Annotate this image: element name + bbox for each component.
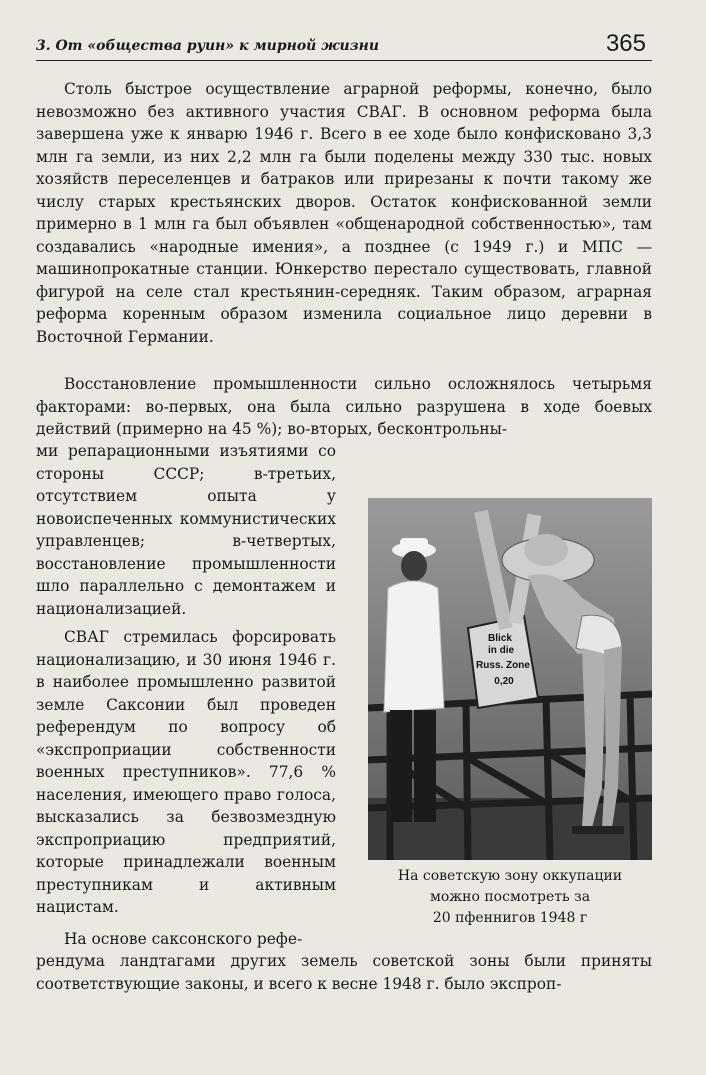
caption-line-2: можно посмотреть за (429, 889, 591, 905)
paragraph-industry-recovery-cont: ми репарационными изъятиями со стороны СССР; в-третьих, отсутствием опыта у новоиспеченных коммунистических управленцев; в-четвертых, восстановление промышленности шло параллельно с демонтажем и национализацией. (36, 442, 336, 618)
page-number: 365 (605, 30, 646, 57)
paragraph-nationalization: СВАГ стремилась форсировать национализацию, и 30 июня 1946 г. в наиболее промышленно развитой земле Саксонии был проведен референдум по вопросу об «экспроприации собственности военных преступников». 77,6 % населения, имеющего право голоса, высказались за безвозмездную экспроприацию предприятий, которые принадлежали военным преступникам и активным нацистам. (36, 628, 336, 916)
sign-text-line2: in die (487, 645, 515, 656)
photo-illustration (368, 498, 652, 860)
caption-line-1: На советскую зону оккупации (397, 868, 623, 884)
sign-text-line3: Russ. Zone (476, 660, 530, 671)
paragraph-referendum-start: На основе саксонского рефе- (64, 930, 303, 948)
sign-text-line1: Blick (488, 633, 512, 644)
paragraph-referendum-cont: рендума ландтагами других земель советской зоны были приняты соответствующие законы, и всего к весне 1948 г. было экспроп- (36, 952, 652, 993)
paragraph-industry-recovery: Восстановление промышленности сильно осложнялось четырьмя факторами: во-первых, она была сильно разрушена в ходе боевых действий (примерно на 45 %); во-вторых, бесконтрольны- (36, 375, 652, 438)
photo-caption (368, 866, 652, 929)
chapter-title: 3. От «общества руин» к мирной жизни (36, 38, 380, 54)
paragraph-agrarian-reform: Столь быстрое осуществление аграрной реформы, конечно, было невозможно без активного участия СВАГ. В основном реформа была завершена уже к январю 1946 г. Всего в ее ходе было конфисковано 3,3 млн га земли, из них 2,2 млн га были поделены между 330 тыс. новых хозяйств переселенцев и батраков или прирезаны к почти такому же числу старых крестьянских дворов. Остаток конфискованной земли примерно в 1 млн га был объявлен «общенародной собственностью», там создавались «народные имения», а позднее (с 1949 г.) и МПС — машинопрокатные станции. Юнкерство перестало существовать, главной фигурой на селе стал крестьянин-середняк. Таким образом, аграрная реформа коренным образом изменила социальное лицо деревни в Восточной Германии. (36, 80, 652, 346)
running-header (36, 26, 652, 61)
sign-text-line4: 0,20 (494, 676, 514, 687)
caption-line-3: 20 пфеннигов 1948 г (432, 910, 588, 926)
historical-photo (368, 498, 652, 860)
